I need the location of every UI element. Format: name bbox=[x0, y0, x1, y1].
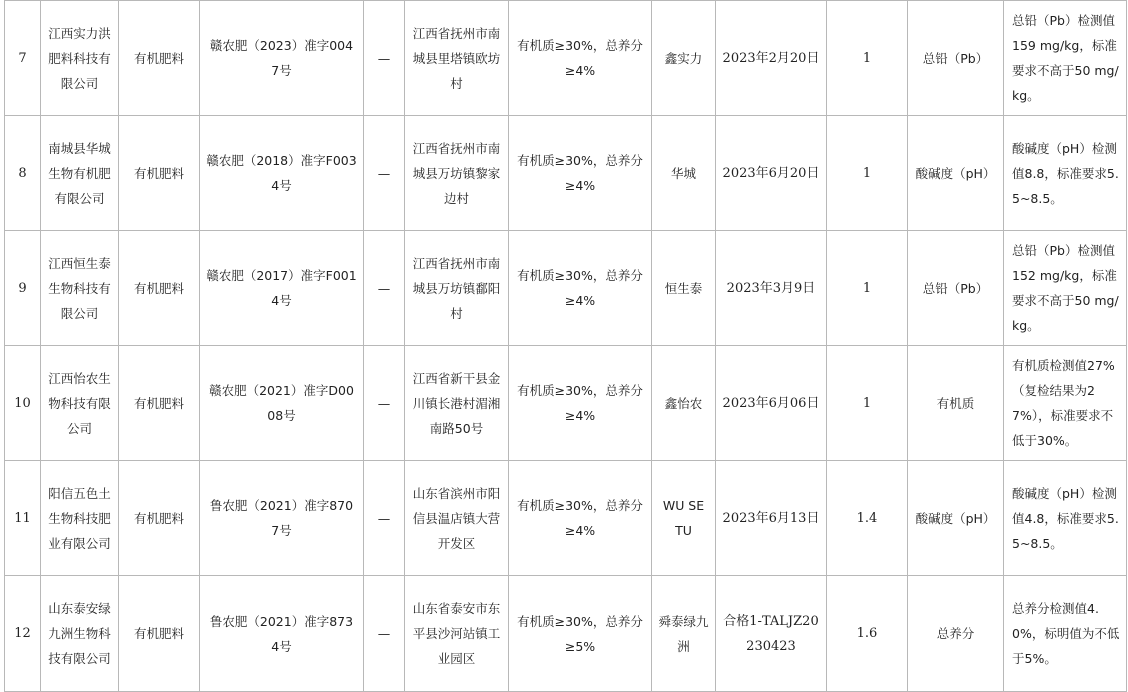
failed-item-cell: 酸碱度（pH） bbox=[908, 461, 1004, 576]
failed-products-table bbox=[4, 0, 1127, 692]
table-row bbox=[5, 116, 1127, 231]
table-row bbox=[5, 576, 1127, 692]
standard-cell: 有机质≥30%，总养分≥4% bbox=[509, 461, 652, 576]
quantity-cell: 1 bbox=[827, 116, 908, 231]
brand-cell: 恒生泰 bbox=[652, 231, 716, 346]
date-cell: 2023年2月20日 bbox=[716, 1, 827, 116]
standard-cell: 有机质≥30%，总养分≥4% bbox=[509, 346, 652, 461]
placeholder-dash-cell: — bbox=[364, 116, 405, 231]
license-number-cell: 鲁农肥（2021）准字8734号 bbox=[200, 576, 364, 692]
brand-cell: 鑫怡农 bbox=[652, 346, 716, 461]
license-number-cell: 赣农肥（2017）准字F0014号 bbox=[200, 231, 364, 346]
test-result-cell: 酸碱度（pH）检测值8.8，标准要求5.5~8.5。 bbox=[1004, 116, 1127, 231]
license-number-cell: 赣农肥（2018）准字F0034号 bbox=[200, 116, 364, 231]
product-type-cell: 有机肥料 bbox=[119, 576, 200, 692]
placeholder-dash-cell: — bbox=[364, 461, 405, 576]
table-row bbox=[5, 1, 1127, 116]
failed-item-cell: 总养分 bbox=[908, 576, 1004, 692]
address-cell: 江西省抚州市南城县万坊镇黎家边村 bbox=[405, 116, 509, 231]
row-number-cell: 9 bbox=[5, 231, 41, 346]
company-cell: 南城县华城生物有机肥有限公司 bbox=[41, 116, 119, 231]
address-cell: 江西省抚州市南城县里塔镇欧坊村 bbox=[405, 1, 509, 116]
test-result-cell: 总铅（Pb）检测值152 mg/kg，标准要求不高于50 mg/kg。 bbox=[1004, 231, 1127, 346]
brand-cell: 华城 bbox=[652, 116, 716, 231]
table-row bbox=[5, 461, 1127, 576]
table-row bbox=[5, 231, 1127, 346]
failed-item-cell: 有机质 bbox=[908, 346, 1004, 461]
test-result-cell: 有机质检测值27%（复检结果为27%），标准要求不低于30%。 bbox=[1004, 346, 1127, 461]
license-number-cell: 赣农肥（2023）准字0047号 bbox=[200, 1, 364, 116]
quantity-cell: 1 bbox=[827, 1, 908, 116]
brand-cell: 舜泰绿九洲 bbox=[652, 576, 716, 692]
address-cell: 江西省新干县金川镇长港村湄湘南路50号 bbox=[405, 346, 509, 461]
row-number-cell: 11 bbox=[5, 461, 41, 576]
product-type-cell: 有机肥料 bbox=[119, 1, 200, 116]
product-type-cell: 有机肥料 bbox=[119, 231, 200, 346]
quantity-cell: 1.6 bbox=[827, 576, 908, 692]
address-cell: 山东省泰安市东平县沙河站镇工业园区 bbox=[405, 576, 509, 692]
row-number-cell: 10 bbox=[5, 346, 41, 461]
brand-cell: WU SE TU bbox=[652, 461, 716, 576]
address-cell: 江西省抚州市南城县万坊镇鄱阳村 bbox=[405, 231, 509, 346]
company-cell: 阳信五色土生物科技肥业有限公司 bbox=[41, 461, 119, 576]
row-number-cell: 8 bbox=[5, 116, 41, 231]
quantity-cell: 1 bbox=[827, 346, 908, 461]
date-cell: 2023年3月9日 bbox=[716, 231, 827, 346]
standard-cell: 有机质≥30%，总养分≥4% bbox=[509, 116, 652, 231]
product-type-cell: 有机肥料 bbox=[119, 461, 200, 576]
license-number-cell: 鲁农肥（2021）准字8707号 bbox=[200, 461, 364, 576]
standard-cell: 有机质≥30%，总养分≥4% bbox=[509, 1, 652, 116]
standard-cell: 有机质≥30%，总养分≥5% bbox=[509, 576, 652, 692]
date-cell: 2023年6月06日 bbox=[716, 346, 827, 461]
row-number-cell: 7 bbox=[5, 1, 41, 116]
test-result-cell: 酸碱度（pH）检测值4.8，标准要求5.5~8.5。 bbox=[1004, 461, 1127, 576]
placeholder-dash-cell: — bbox=[364, 346, 405, 461]
address-cell: 山东省滨州市阳信县温店镇大营开发区 bbox=[405, 461, 509, 576]
product-type-cell: 有机肥料 bbox=[119, 116, 200, 231]
failed-item-cell: 总铅（Pb） bbox=[908, 231, 1004, 346]
test-result-cell: 总养分检测值4.0%，标明值为不低于5%。 bbox=[1004, 576, 1127, 692]
product-type-cell: 有机肥料 bbox=[119, 346, 200, 461]
table-body bbox=[5, 1, 1127, 692]
company-cell: 江西怡农生物科技有限公司 bbox=[41, 346, 119, 461]
row-number-cell: 12 bbox=[5, 576, 41, 692]
quantity-cell: 1.4 bbox=[827, 461, 908, 576]
test-result-cell: 总铅（Pb）检测值159 mg/kg，标准要求不高于50 mg/kg。 bbox=[1004, 1, 1127, 116]
failed-item-cell: 总铅（Pb） bbox=[908, 1, 1004, 116]
placeholder-dash-cell: — bbox=[364, 231, 405, 346]
date-cell: 合格1-TALJZ20230423 bbox=[716, 576, 827, 692]
brand-cell: 鑫实力 bbox=[652, 1, 716, 116]
failed-item-cell: 酸碱度（pH） bbox=[908, 116, 1004, 231]
quantity-cell: 1 bbox=[827, 231, 908, 346]
placeholder-dash-cell: — bbox=[364, 1, 405, 116]
placeholder-dash-cell: — bbox=[364, 576, 405, 692]
date-cell: 2023年6月20日 bbox=[716, 116, 827, 231]
company-cell: 山东泰安绿九洲生物科技有限公司 bbox=[41, 576, 119, 692]
standard-cell: 有机质≥30%，总养分≥4% bbox=[509, 231, 652, 346]
company-cell: 江西恒生泰生物科技有限公司 bbox=[41, 231, 119, 346]
license-number-cell: 赣农肥（2021）准字D0008号 bbox=[200, 346, 364, 461]
date-cell: 2023年6月13日 bbox=[716, 461, 827, 576]
company-cell: 江西实力洪肥料科技有限公司 bbox=[41, 1, 119, 116]
table-row bbox=[5, 346, 1127, 461]
